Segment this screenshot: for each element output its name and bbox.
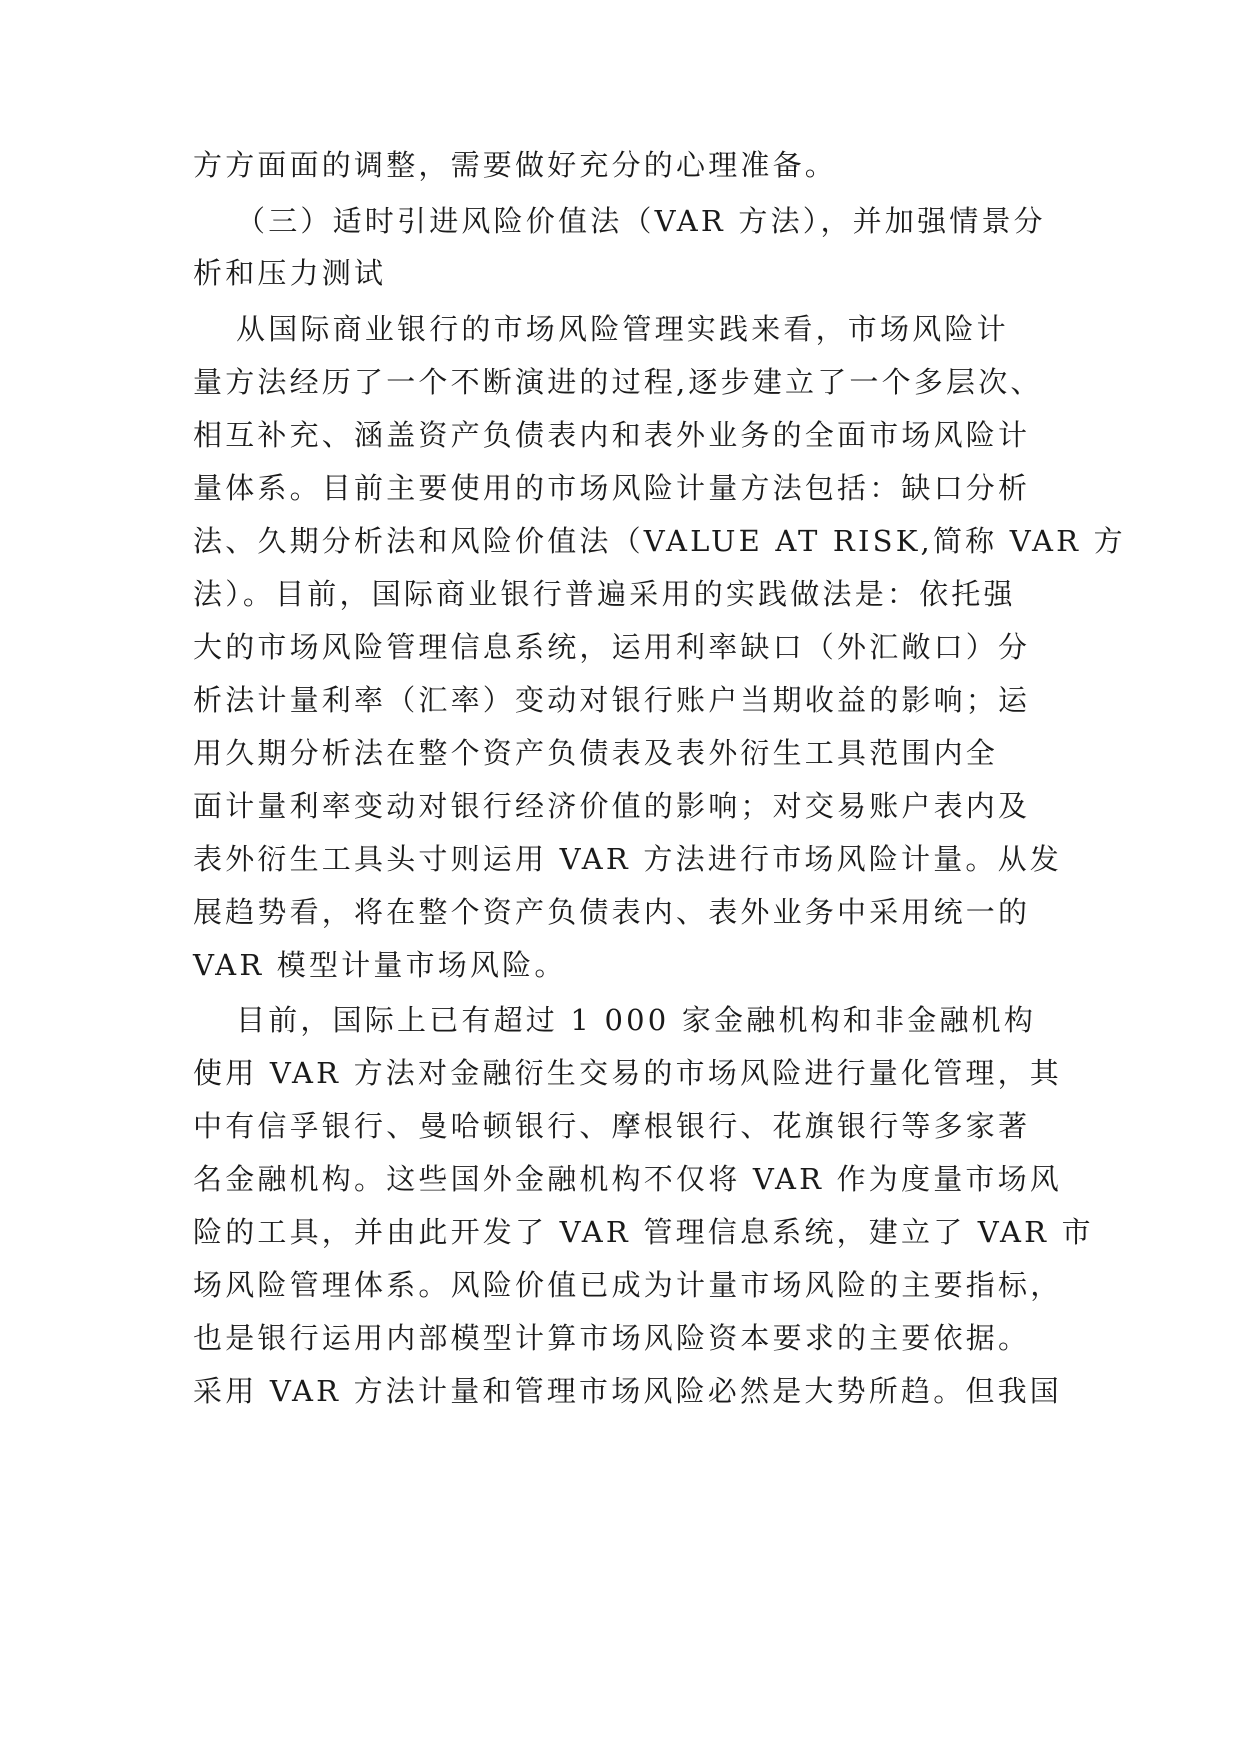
paragraph-line: 中有信孚银行、曼哈顿银行、摩根银行、花旗银行等多家著 [193, 1109, 1031, 1143]
paragraph-line: 使用 VAR 方法对金融衍生交易的市场风险进行量化管理，其 [193, 1056, 1062, 1090]
paragraph-line: 相互补充、涵盖资产负债表内和表外业务的全面市场风险计 [193, 418, 1031, 452]
text-line: 方方面面的调整，需要做好充分的心理准备。 [193, 148, 838, 182]
paragraph-line: 名金融机构。这些国外金融机构不仅将 VAR 作为度量市场风 [193, 1162, 1062, 1196]
section-heading-line: （三）适时引进风险价值法（VAR 方法），并加强情景分 [236, 204, 1046, 238]
paragraph-line: 用久期分析法在整个资产负债表及表外衍生工具范围内全 [193, 736, 999, 770]
paragraph-line: 目前，国际上已有超过 1 000 家金融机构和非金融机构 [236, 1003, 1037, 1037]
paragraph-line: 析法计量利率（汇率）变动对银行账户当期收益的影响；运 [193, 683, 1031, 717]
paragraph-line: 法）。目前，国际商业银行普遍采用的实践做法是：依托强 [193, 577, 1016, 611]
paragraph-line: 也是银行运用内部模型计算市场风险资本要求的主要依据。 [193, 1321, 1031, 1355]
paragraph-line: 险的工具，并由此开发了 VAR 管理信息系统，建立了 VAR 市 [193, 1215, 1094, 1249]
paragraph-line: 量方法经历了一个不断演进的过程,逐步建立了一个多层次、 [193, 365, 1043, 399]
paragraph-line: 面计量利率变动对银行经济价值的影响；对交易账户表内及 [193, 789, 1031, 823]
paragraph-line: 法、久期分析法和风险价值法（VALUE AT RISK,简称 VAR 方 [193, 524, 1126, 558]
paragraph-line: 从国际商业银行的市场风险管理实践来看，市场风险计 [236, 312, 1009, 346]
paragraph-line: 量体系。目前主要使用的市场风险计量方法包括：缺口分析 [193, 471, 1031, 505]
paragraph-line: VAR 模型计量市场风险。 [193, 948, 567, 982]
paragraph-line: 展趋势看，将在整个资产负债表内、表外业务中采用统一的 [193, 895, 1031, 929]
paragraph-line: 场风险管理体系。风险价值已成为计量市场风险的主要指标， [193, 1268, 1063, 1302]
paragraph-line: 大的市场风险管理信息系统，运用利率缺口（外汇敞口）分 [193, 630, 1031, 664]
section-heading-line: 析和压力测试 [193, 256, 387, 290]
paragraph-line: 表外衍生工具头寸则运用 VAR 方法进行市场风险计量。从发 [193, 842, 1062, 876]
paragraph-line: 采用 VAR 方法计量和管理市场风险必然是大势所趋。但我国 [193, 1374, 1062, 1408]
